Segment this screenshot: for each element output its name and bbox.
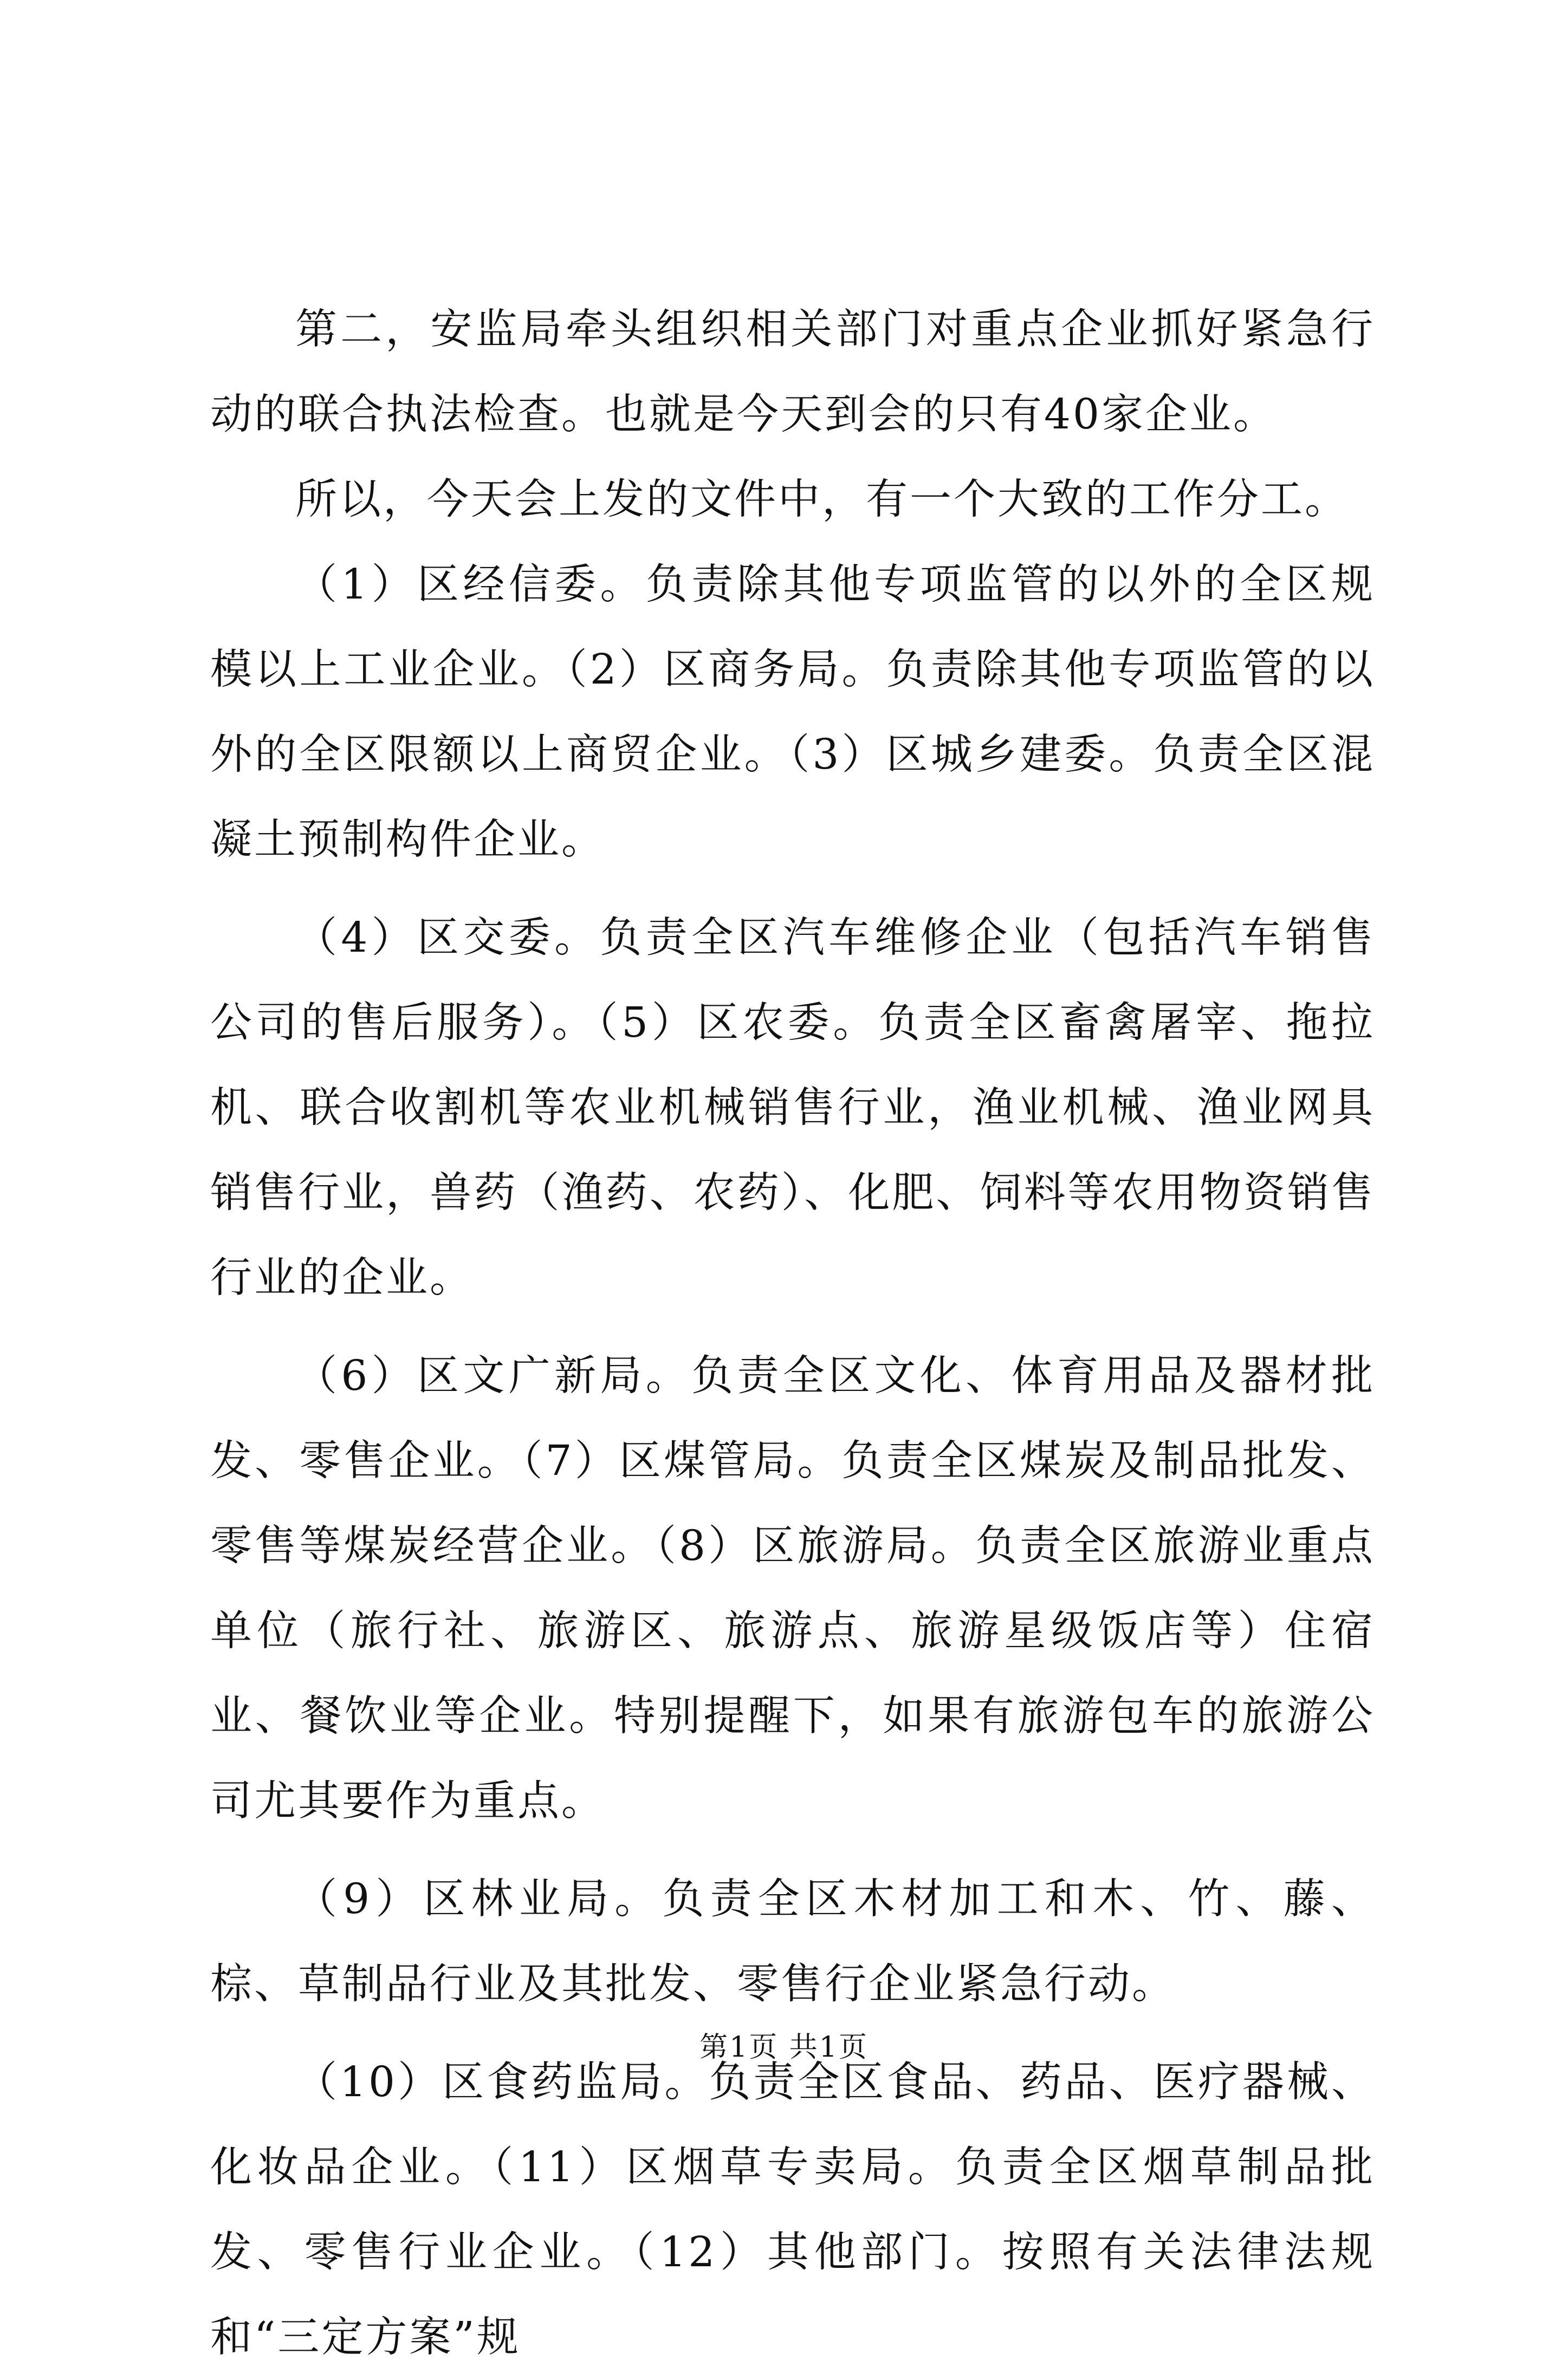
paragraph-item-9: （9）区林业局。负责全区木材加工和木、竹、藤、棕、草制品行业及其批发、零售行企业紧急行动。 [210,1875,1375,2008]
paragraph-division-intro: 所以，今天会上发的文件中，有一个大致的工作分工。 [295,476,1349,524]
page-number: 第1页 共1页 [699,2031,869,2064]
page-footer [0,2028,1568,2066]
paragraph-items-6-8: （6）区文广新局。负责全区文化、体育用品及器材批发、零售企业。（7）区煤管局。负责全区煤炭及制品批发、零售等煤炭经营企业。（8）区旅游局。负责全区旅游业重点单位（旅行社、旅游区、旅游点、旅游星级饭店等）住宿业、餐饮业等企业。特别提醒下，如果有旅游包车的旅游公司尤其要作为重点。 [210,1352,1375,1825]
paragraph-items-4-5: （4）区交委。负责全区汽车维修企业（包括汽车销售公司的售后服务）。（5）区农委。负责全区畜禽屠宰、拖拉机、联合收割机等农业机械销售行业，渔业机械、渔业网具销售行业，兽药（渔药、农药）、化肥、饲料等农用物资销售行业的企业。 [210,914,1375,1302]
paragraph-items-1-3: （1）区经信委。负责除其他专项监管的以外的全区规模以上工业企业。（2）区商务局。负责除其他专项监管的以外的全区限额以上商贸企业。（3）区城乡建委。负责全区混凝土预制构件企业。 [210,561,1375,864]
paragraph-joint-inspection: 第二，安监局牵头组织相关部门对重点企业抓好紧急行动的联合执法检查。也就是今天到会的只有40家企业。 [210,305,1375,439]
paragraph-items-10-12: （10）区食药监局。负责全区食品、药品、医疗器械、化妆品企业。（11）区烟草专卖局。负责全区烟草制品批发、零售行业企业。（12）其他部门。按照有关法律法规和“三定方案”规 [210,2058,1375,2362]
